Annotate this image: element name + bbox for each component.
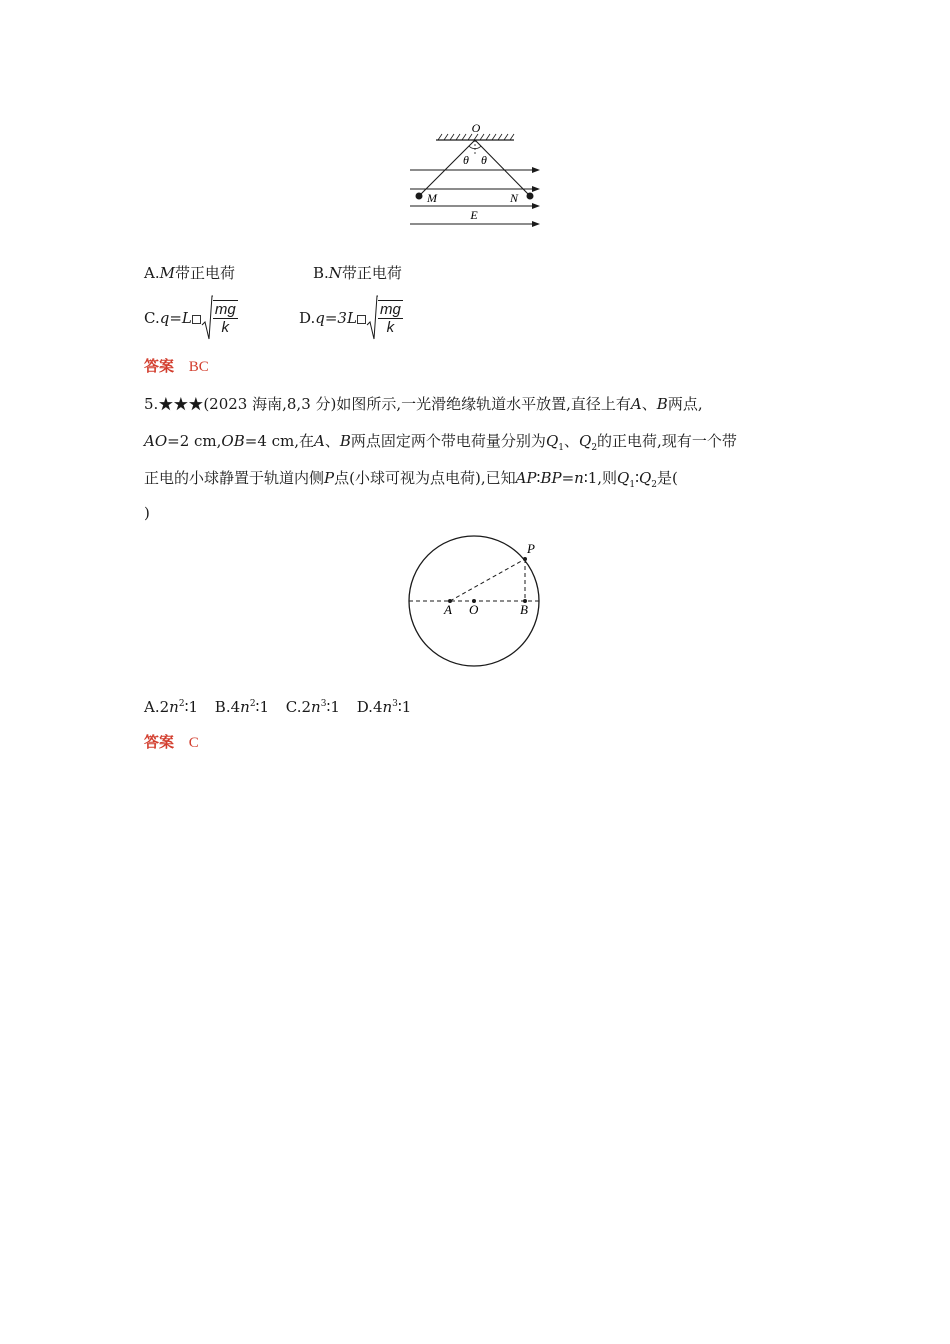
answer-value: C [188, 735, 199, 751]
q5-option-b: $B.4n^2∶1$ [214, 698, 269, 716]
q5-option-c: $C.2n^3∶1$ [285, 698, 340, 716]
ball-M [416, 193, 423, 200]
q5-line3: 正电的小球静置于轨道内侧P点(小球可视为点电荷),已知AP∶BP=n∶1,则$Q_1∶Q_2$是( [144, 469, 678, 490]
answer-label: 答案 [144, 733, 175, 751]
pendulum-field-figure [400, 118, 550, 233]
option-d [299, 293, 403, 343]
label-O: O [471, 121, 481, 135]
question-source: (2023 海南,8,3 分) [203, 395, 337, 413]
option-b [313, 262, 402, 283]
label-O: O [469, 602, 479, 617]
sqrt-icon [201, 295, 213, 341]
option-c [144, 293, 238, 343]
label-N: N [510, 191, 519, 205]
option-a [144, 262, 235, 283]
label-M: M [427, 191, 437, 205]
fraction-numerator: mg [214, 301, 236, 318]
point-P [523, 557, 527, 561]
sqrt-icon [366, 295, 378, 341]
answer-value: BC [188, 359, 209, 375]
fraction-denominator: k [221, 319, 230, 336]
q5-line2: AO=2 cm,OB=4 cm,在A、B两点固定两个带电荷量分别为$Q_1$、$Q_2$的正电荷,现有一个带 [144, 432, 737, 453]
option-b-text: 带正电荷 [341, 264, 402, 282]
q5-answer [144, 731, 199, 752]
label-P: P [527, 541, 535, 556]
option-a-var: M [159, 264, 175, 282]
answer-label: 答案 [144, 357, 175, 375]
sqrt-fraction [213, 300, 238, 336]
theta-left-label: θ [463, 153, 469, 167]
fraction-denominator: k [386, 319, 395, 336]
q5-line4: ) [144, 504, 150, 522]
question-number: 5. [144, 395, 159, 413]
option-a-text: 带正电荷 [174, 264, 235, 282]
theta-right-label: θ [481, 153, 487, 167]
label-E: E [470, 208, 478, 222]
placeholder-box-icon [192, 315, 201, 324]
q5-options [144, 698, 411, 716]
option-c-prefix: C. [144, 309, 160, 327]
option-c-expr: q=L [159, 309, 192, 327]
q4-answer [144, 355, 209, 376]
fraction-numerator: mg [379, 301, 401, 318]
sqrt-fraction [378, 300, 403, 336]
q5-option-d: $D.4n^3∶1$ [356, 698, 412, 716]
option-d-expr: q=3L [315, 309, 357, 327]
circle-track-figure [400, 532, 550, 672]
label-A: A [444, 602, 452, 617]
label-B: B [520, 602, 528, 617]
option-b-prefix: B. [313, 264, 329, 282]
placeholder-box-icon [357, 315, 366, 324]
option-b-var: N [328, 264, 342, 282]
option-d-prefix: D. [299, 309, 316, 327]
q5-option-a: $A.2n^2∶1$ [144, 698, 199, 716]
q5-line1: 5.★★★(2023 海南,8,3 分)如图所示,一光滑绝缘轨道水平放置,直径上有A、B两点, [144, 395, 703, 413]
option-a-prefix: A. [144, 264, 160, 282]
difficulty-stars: ★★★ [158, 395, 204, 413]
ball-N [527, 193, 534, 200]
